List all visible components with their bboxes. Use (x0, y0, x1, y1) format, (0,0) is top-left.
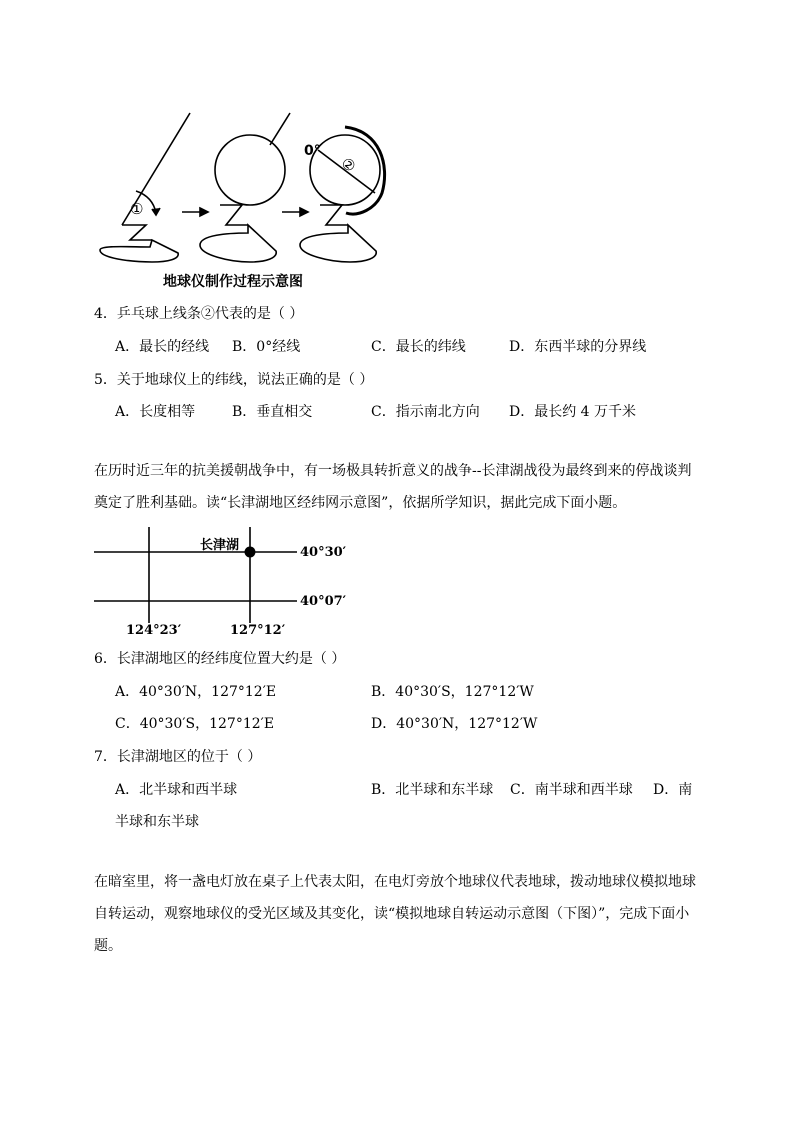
q5-option-c[interactable]: C．指示南北方向 (371, 404, 480, 420)
q7-stem: 7．长津湖地区的位于（ ） (94, 749, 262, 765)
q7-option-d-continued: 半球和东半球 (115, 814, 199, 830)
globe-making-diagram (90, 105, 410, 265)
stage3-zigzag (320, 205, 348, 225)
q6-option-b[interactable]: B．40°30′S，127°12′W (371, 684, 534, 700)
passage-changjin-lake: 在历时近三年的抗美援朝战争中，有一场极具转折意义的战争--长津湖战役为最终到来的停战谈判奠定了胜利基础。读“长津湖地区经纬网示意图”，依据所学知识，据此完成下面小题。 (94, 463, 692, 511)
q7-option-b[interactable]: B．北半球和东半球 (371, 782, 494, 798)
q5-option-a[interactable]: A．长度相等 (115, 404, 196, 420)
stage2-base (200, 225, 276, 262)
q6-stem: 6．长津湖地区的经纬度位置大约是（ ） (94, 651, 346, 667)
q5-option-b[interactable]: B．垂直相交 (232, 404, 313, 420)
q4-option-d[interactable]: D．东西半球的分界线 (509, 339, 647, 355)
q4-option-c[interactable]: C．最长的纬线 (371, 339, 466, 355)
stage1-base (100, 240, 178, 262)
q7-option-a[interactable]: A．北半球和西半球 (115, 782, 238, 798)
stage2-ball (215, 135, 285, 205)
q6-option-a[interactable]: A．40°30′N，127°12′E (115, 684, 277, 700)
stage3-base (300, 225, 376, 262)
q4-option-a[interactable]: A．最长的经线 (115, 339, 210, 355)
stage1-zigzag (122, 225, 152, 240)
passage-earth-rotation: 在暗室里，将一盏电灯放在桌子上代表太阳，在电灯旁放个地球仪代表地球，拨动地球仪模拟地球自转运动，观察地球仪的受光区域及其变化，读“模拟地球自转运动示意图（下图）”，完成下面小题。 (94, 874, 696, 954)
figure1-title: 地球仪制作过程示意图 (163, 274, 303, 290)
q6-option-c[interactable]: C．40°30′S，127°12′E (115, 716, 275, 732)
q7-option-c[interactable]: C．南半球和西半球 (510, 782, 633, 798)
q4-option-b[interactable]: B．0°经线 (232, 339, 301, 355)
changjin-lake-point (245, 547, 256, 558)
stage2-zigzag (220, 205, 248, 225)
label-circle-2: ② (337, 153, 360, 177)
q7-option-d[interactable]: D．南 (653, 782, 693, 798)
label-circle-1: ① (130, 200, 144, 218)
label-lon-left: 124°23′ (126, 623, 182, 638)
q6-option-d[interactable]: D．40°30′N，127°12′W (371, 716, 538, 732)
label-lat-bottom: 40°07′ (300, 594, 347, 609)
label-lat-top: 40°30′ (300, 545, 347, 560)
label-lon-right: 127°12′ (230, 623, 286, 638)
label-changjin-lake: 长津湖 (200, 538, 240, 553)
q5-option-d[interactable]: D．最长约 4 万千米 (509, 404, 637, 420)
label-zero-degree: 0° (304, 143, 321, 159)
q5-stem: 5．关于地球仪上的纬线，说法正确的是（ ） (94, 372, 374, 388)
q4-stem: 4．乒乓球上线条②代表的是（ ） (94, 306, 304, 322)
stage2-stick (270, 113, 290, 145)
